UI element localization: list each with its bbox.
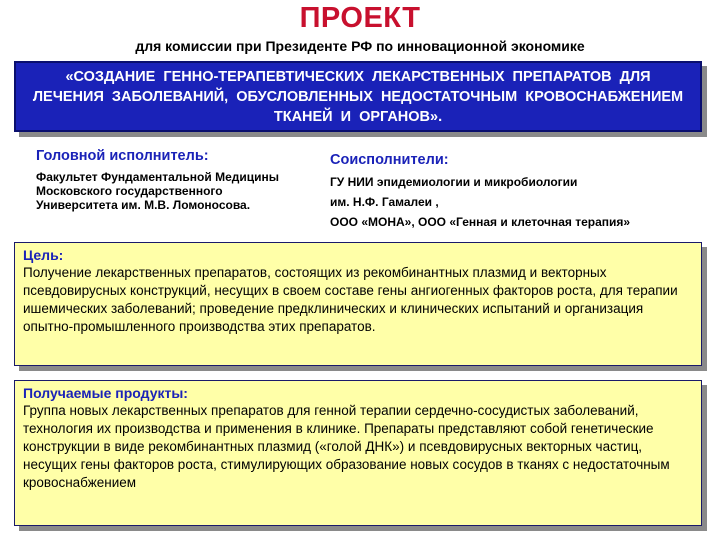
co-executors-section	[330, 148, 700, 235]
project-title-banner: «СОЗДАНИЕ ГЕННО-ТЕРАПЕВТИЧЕСКИХ ЛЕКАРСТВЕННЫХ ПРЕПАРАТОВ ДЛЯ ЛЕЧЕНИЯ ЗАБОЛЕВАНИЙ, ОБУСЛОВЛЕННЫХ НЕДОСТАТОЧНЫМ КРОВОСНАБЖЕНИЕМ ТКАНЕЙ И ОРГАНОВ».	[14, 61, 702, 132]
goal-text: Получение лекарственных препаратов, состоящих из рекомбинантных плазмид и векторных псевдовирусных конструкций, несущих в своем составе гены ангиогенных факторов роста, для терапии ишемических заболеваний; проведение предклинических и клинических испытаний и организация опытно-промышленного производства этих препаратов.	[23, 265, 678, 334]
products-text: Группа новых лекарственных препаратов для генной терапии сердечно-сосудистых заболеваний, технология их производства и применения в клинике. Препараты представляют собой генетические конструкции в виде рекомбинантных плазмид («голой ДНК») и псевдовирусных векторных частиц, несущих гены факторов роста, стимулирующих образование новых сосудов в тканях с недостаточным кровоснабжением	[23, 403, 670, 490]
products-heading: Получаемые продукты:	[23, 385, 188, 401]
lead-executor-text: Факультет Фундаментальной Медицины Московского государственного Университета им. М.В. Ломоносова.	[36, 170, 279, 212]
co-executor-line-1: ГУ НИИ эпидемиологии и микробиологии	[330, 175, 578, 189]
co-executor-line-3: ООО «МОНА», ООО «Генная и клеточная терапия»	[330, 215, 631, 229]
goal-box	[14, 242, 702, 366]
page-title: ПРОЕКТ	[299, 2, 421, 34]
co-executors-heading: Соисполнители:	[330, 152, 449, 168]
lead-executor-heading: Головной исполнитель:	[36, 148, 209, 164]
goal-heading: Цель:	[23, 247, 64, 263]
products-box	[14, 380, 702, 526]
co-executor-line-2: им. Н.Ф. Гамалеи ,	[330, 195, 439, 209]
page-subtitle: для комиссии при Президенте РФ по инновационной экономике	[135, 38, 585, 54]
lead-executor-section	[36, 148, 306, 212]
